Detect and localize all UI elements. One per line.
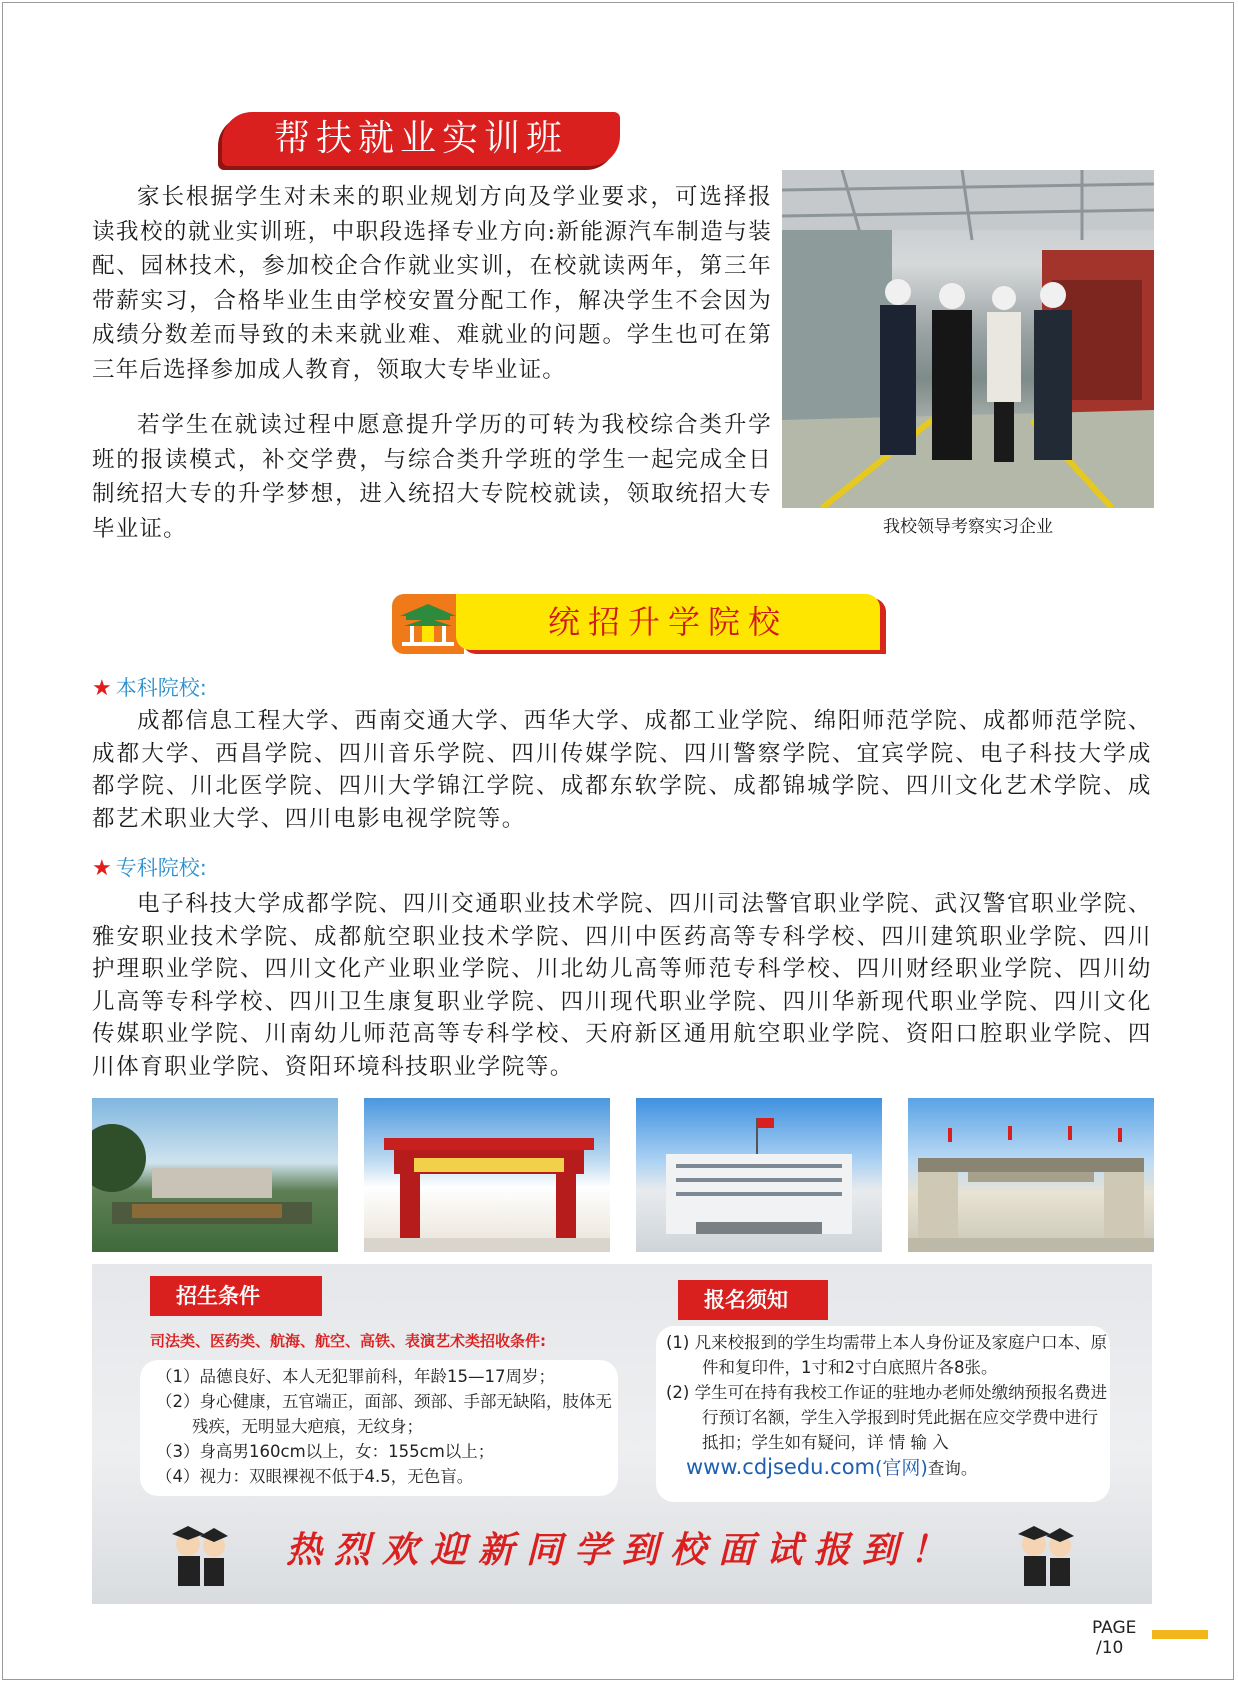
campus-photo-2 — [364, 1098, 610, 1252]
campus-photo-1 — [92, 1098, 338, 1252]
admission-conditions — [156, 1364, 616, 1489]
star-icon: ★ — [92, 676, 112, 701]
college-list: 电子科技大学成都学院、四川交通职业技术学院、四川司法警官职业学院、武汉警官职业学院、雅安职业技术学院、成都航空职业技术学院、四川中医药高等专科学校、四川建筑职业学院、四川护理职业学院、四川文化产业职业学院、川北幼儿高等师范专科学校、四川财经职业学院、四川幼儿高等专科学校、四川卫生康复职业学院、四川现代职业学院、四川华新现代职业学院、四川文化传媒职业学院、川南幼儿师范高等专科学校、天府新区通用航空职业学院、资阳口腔职业学院、四川体育职业学院、资阳环境科技职业学院等。 — [92, 891, 1152, 1080]
registration-notes — [666, 1330, 1110, 1481]
welcome-banner: 热烈欢迎新同学到校面试报到！ — [285, 1529, 958, 1571]
graduate-cartoon-icon — [164, 1512, 236, 1592]
undergrad-heading — [92, 672, 207, 702]
undergrad-list: 成都信息工程大学、西南交通大学、西华大学、成都工业学院、绵阳师范学院、成都师范学院、成都大学、西昌学院、四川音乐学院、四川传媒学院、四川警察学院、宜宾学院、电子科技大学成都学院、川北医学院、四川大学锦江学院、成都东软学院、成都锦城学院、四川文化艺术学院、成都艺术职业大学、四川电影电视学院等。 — [92, 708, 1152, 832]
website-tag: (官网) — [875, 1457, 928, 1479]
upgrade-paragraph: 若学生在就读过程中愿意提升学历的可转为我校综合类升学班的报读模式，补交学费，与综合类升学班的学生一起完成全日制统招大专的升学梦想，进入统招大专院校就读，领取统招大专毕业证。 — [92, 412, 772, 542]
note-item: (2) 学生可在持有我校工作证的驻地办老师处缴纳预报名费进行预订名额，学生入学报到时凭此据在应交学费中进行抵扣；学生如有疑问，详 情 输 入 — [666, 1383, 1108, 1452]
condition-item: （2）身心健康，五官端正，面部、颈部、手部无缺陷，肢体无残疾，无明显大疤痕，无纹身； — [156, 1392, 612, 1436]
graduate-cartoon-icon — [1010, 1512, 1082, 1592]
page-label: PAGE — [1092, 1618, 1137, 1638]
page-value: /10 — [1096, 1638, 1124, 1658]
admission-tag: 招生条件 — [150, 1276, 322, 1316]
photo-caption: 我校领导考察实习企业 — [883, 517, 1053, 537]
website-link[interactable]: www.cdjsedu.com — [686, 1455, 876, 1479]
undergrad-label: 本科院校: — [115, 676, 207, 700]
page-number — [1092, 1618, 1136, 1658]
intro-paragraph: 家长根据学生对未来的职业规划方向及学业要求，可选择报读我校的就业实训班，中职段选择专业方向:新能源汽车制造与装配、园林技术，参加校企合作就业实训，在校就读两年，第三年带薪实习，合格毕业生由学校安置分配工作，解决学生不会因为成绩分数差而导致的未来就业难、难就业的问题。学生也可在第三年后选择参加成人教育，领取大专毕业证。 — [92, 184, 772, 383]
admission-subtitle: 司法类、医药类、航海、航空、高铁、表演艺术类招收条件: — [150, 1332, 547, 1350]
condition-item: （4）视力：双眼裸视不低于4.5，无色盲。 — [156, 1467, 474, 1486]
star-icon: ★ — [92, 856, 112, 881]
pavilion-icon — [392, 594, 464, 654]
factory-visit-photo — [782, 170, 1154, 508]
note-item: (1) 凡来校报到的学生均需带上本人身份证及家庭户口本、原件和复印件，1寸和2寸白底照片各8张。 — [666, 1333, 1108, 1377]
website-suffix: 查询。 — [927, 1459, 978, 1478]
college-heading — [92, 852, 207, 882]
condition-item: （3）身高男160cm以上，女：155cm以上； — [156, 1442, 495, 1461]
campus-photo-3 — [636, 1098, 882, 1252]
page-accent-bar — [1152, 1630, 1208, 1639]
admission-colleges-banner — [392, 594, 890, 654]
website-line — [666, 1455, 1110, 1481]
registration-tag: 报名须知 — [678, 1280, 828, 1320]
chevron-right-icon: » — [800, 1272, 825, 1316]
campus-photo-4 — [908, 1098, 1154, 1252]
condition-item: （1）品德良好、本人无犯罪前科，年龄15—17周岁； — [156, 1367, 555, 1386]
chevron-right-icon: » — [300, 1270, 325, 1314]
section-title: 帮扶就业实训班 — [273, 118, 568, 159]
section-title: 统招升学院校 — [547, 603, 788, 641]
college-label: 专科院校: — [115, 856, 207, 880]
employment-training-banner — [222, 112, 620, 166]
